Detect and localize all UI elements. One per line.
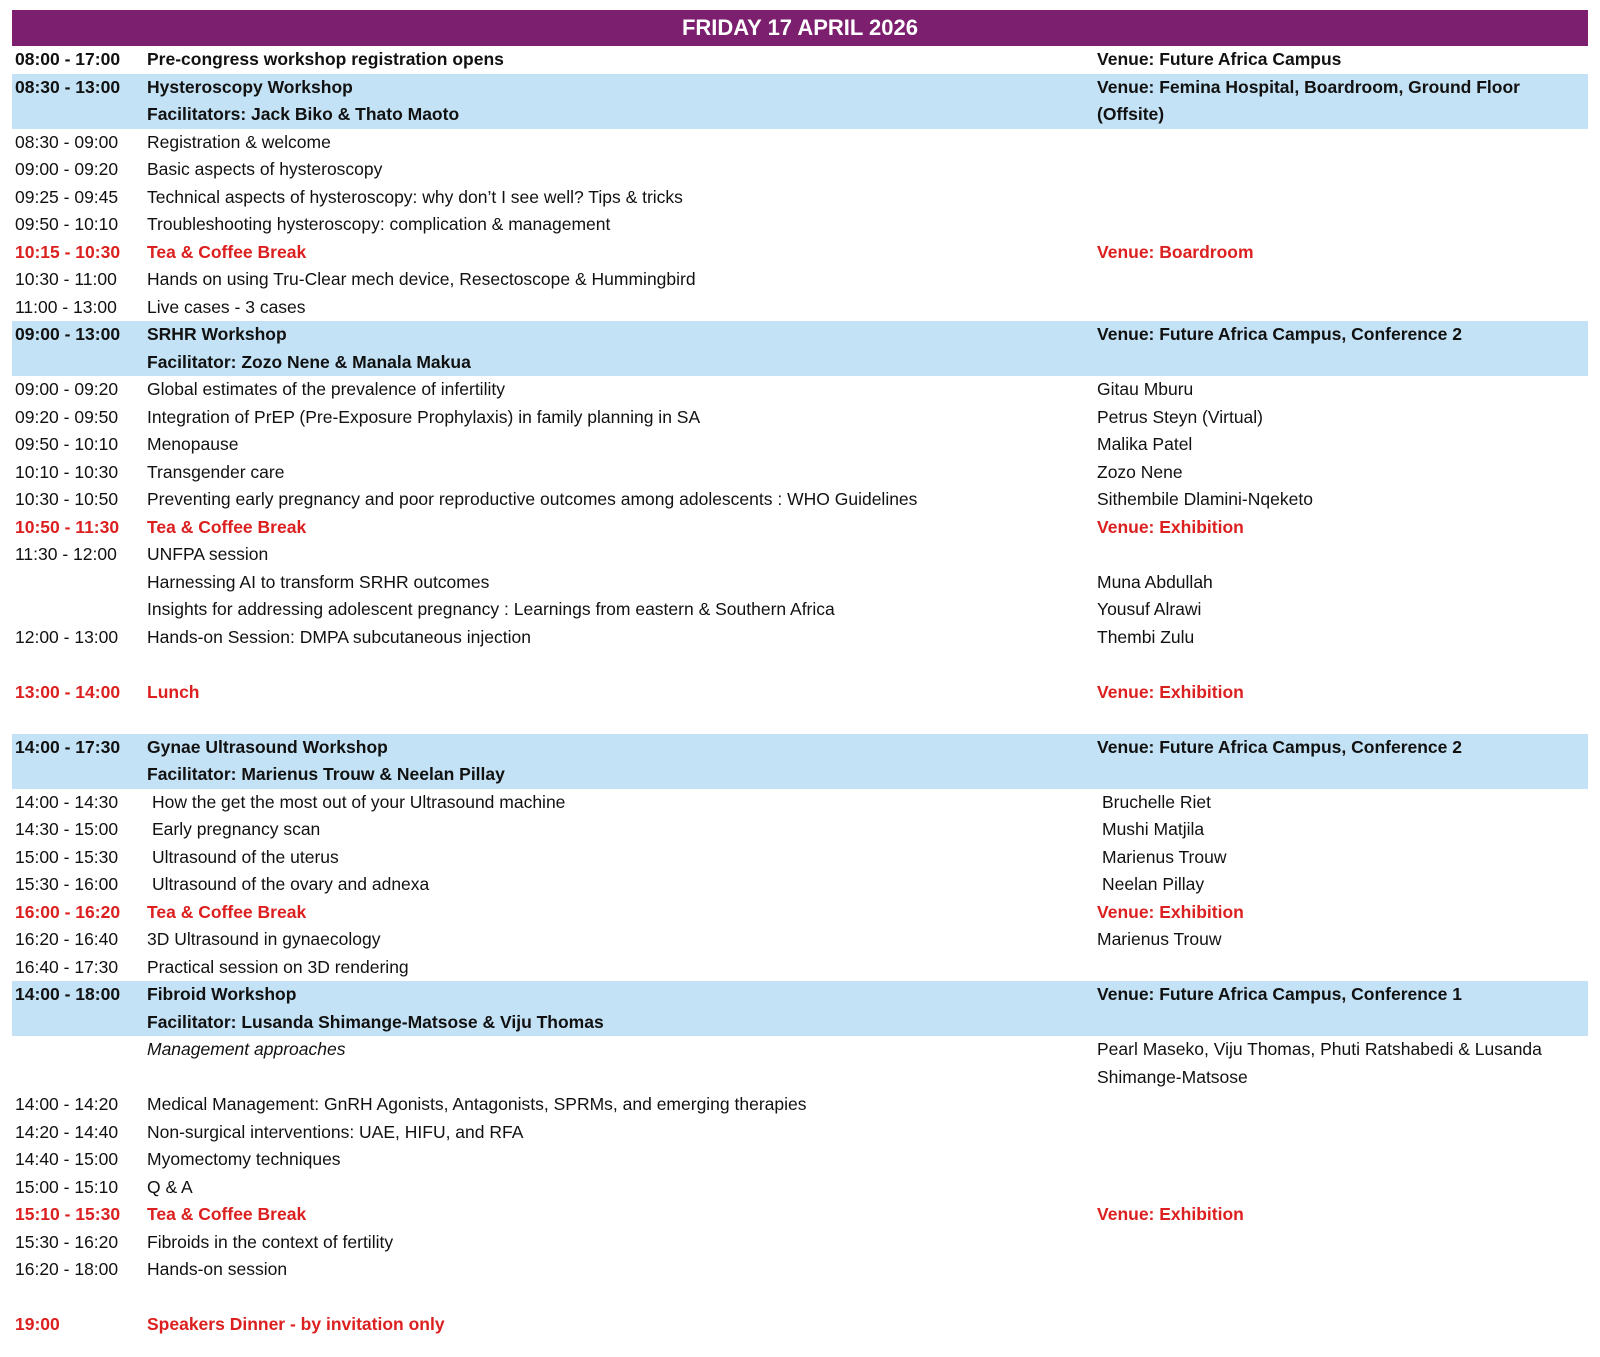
description: Lunch: [147, 681, 200, 702]
description: Q & A: [147, 1176, 193, 1197]
description: Ultrasound of the ovary and adnexa: [152, 874, 430, 894]
description: Registration & welcome: [147, 131, 331, 152]
schedule-row: [12, 871, 1588, 899]
speaker: [1097, 1229, 1588, 1257]
schedule-row: [12, 294, 1588, 322]
description: Preventing early pregnancy and poor reproductive outcomes among adolescents : WHO Guidelines: [147, 489, 918, 509]
workshop-title: Hysteroscopy Workshop: [147, 76, 353, 97]
speaker: [1097, 541, 1588, 569]
description: Early pregnancy scan: [152, 819, 321, 839]
facilitators: Facilitators: Jack Biko & Thato Maoto: [147, 104, 460, 124]
workshop-header-row: [12, 321, 1588, 376]
venue: Venue: Exhibition: [1097, 516, 1244, 537]
speaker: Bruchelle Riet: [1102, 791, 1211, 812]
time: 12:00 - 13:00: [15, 626, 119, 647]
schedule-row: [12, 459, 1588, 487]
spacer: [12, 651, 1588, 679]
time: 15:00 - 15:10: [15, 1176, 119, 1197]
description: Tea & Coffee Break: [147, 516, 307, 537]
speaker: Marienus Trouw: [1097, 929, 1222, 949]
speaker: [1097, 1174, 1588, 1202]
description: Management approaches: [147, 1039, 346, 1059]
description: Hands-on session: [147, 1259, 288, 1279]
schedule-row: [12, 486, 1588, 514]
speaker: Zozo Nene: [1097, 461, 1183, 482]
description: Fibroids in the context of fertility: [147, 1231, 394, 1252]
time: 08:30 - 13:00: [15, 76, 121, 97]
time: 14:00 - 14:30: [15, 791, 119, 812]
time: 09:00 - 09:20: [15, 159, 119, 179]
speaker: Mushi Matjila: [1102, 819, 1205, 839]
time: 16:40 - 17:30: [15, 956, 119, 977]
spacer: [12, 706, 1588, 734]
schedule-row: [12, 954, 1588, 982]
time: 14:00 - 18:00: [15, 984, 121, 1004]
speaker: [1097, 1146, 1588, 1174]
description: [147, 734, 1097, 789]
facilitators: Facilitator: Zozo Nene & Manala Makua: [147, 351, 471, 372]
schedule-row: [12, 596, 1588, 624]
time: [12, 569, 147, 597]
time: 11:30 - 12:00: [15, 544, 117, 564]
workshop-header-row: [12, 981, 1588, 1036]
schedule-row: [12, 184, 1588, 212]
time: 16:20 - 16:40: [15, 929, 119, 949]
description: Medical Management: GnRH Agonists, Antagonists, SPRMs, and emerging therapies: [147, 1094, 807, 1114]
description: 3D Ultrasound in gynaecology: [147, 929, 381, 949]
schedule-row: [12, 844, 1588, 872]
venue: [1097, 184, 1588, 212]
schedule-row: [12, 926, 1588, 954]
speaker: Malika Patel: [1097, 434, 1193, 454]
time: 14:00 - 17:30: [15, 736, 121, 757]
description: Speakers Dinner - by invitation only: [147, 1314, 445, 1334]
speaker: Marienus Trouw: [1102, 846, 1227, 867]
schedule-row: [12, 569, 1588, 597]
description: Integration of PrEP (Pre-Exposure Prophylaxis) in family planning in SA: [147, 406, 701, 427]
time: 10:30 - 11:00: [15, 269, 117, 289]
facilitators: Facilitator: Lusanda Shimange-Matsose & Viju Thomas: [147, 1011, 604, 1032]
time: 09:50 - 10:10: [15, 214, 119, 234]
schedule-row: [12, 1229, 1588, 1257]
time: 09:50 - 10:10: [15, 434, 119, 454]
description: Menopause: [147, 434, 239, 454]
description: [147, 74, 1097, 129]
venue: [1097, 129, 1588, 157]
time: 09:00 - 09:20: [15, 379, 119, 399]
venue: Venue: Exhibition: [1097, 1204, 1244, 1224]
description: UNFPA session: [147, 544, 269, 564]
venue: Venue: Exhibition: [1097, 681, 1244, 702]
time: 10:10 - 10:30: [15, 461, 119, 482]
speaker: [1097, 1256, 1588, 1284]
description: Tea & Coffee Break: [147, 1204, 307, 1224]
schedule-table: [12, 46, 1588, 1339]
time: 15:30 - 16:00: [15, 874, 119, 894]
venue: Venue: Future Africa Campus, Conference 2: [1097, 324, 1462, 344]
lunch-row: [12, 679, 1588, 707]
schedule-row: [12, 156, 1588, 184]
break-row: [12, 1201, 1588, 1229]
schedule-row: [12, 1119, 1588, 1147]
description: Myomectomy techniques: [147, 1149, 341, 1169]
dinner-row: [12, 1311, 1588, 1339]
time: 11:00 - 13:00: [15, 296, 117, 317]
time: 09:20 - 09:50: [15, 406, 119, 427]
time: 15:00 - 15:30: [15, 846, 119, 867]
time: 14:30 - 15:00: [15, 819, 119, 839]
time: 10:30 - 10:50: [15, 489, 119, 509]
description: Basic aspects of hysteroscopy: [147, 159, 383, 179]
time: 14:20 - 14:40: [15, 1121, 119, 1142]
time: 10:15 - 10:30: [15, 241, 121, 262]
venue: [1097, 156, 1588, 184]
description: [147, 321, 1097, 376]
schedule-row: [12, 376, 1588, 404]
description: Tea & Coffee Break: [147, 241, 307, 262]
venue: Venue: Future Africa Campus, Conference 2: [1097, 736, 1462, 757]
description: Non-surgical interventions: UAE, HIFU, and RFA: [147, 1121, 524, 1142]
schedule-row: [12, 1146, 1588, 1174]
break-row: [12, 514, 1588, 542]
time: 13:00 - 14:00: [15, 681, 121, 702]
speaker: Neelan Pillay: [1102, 874, 1205, 894]
description: Harnessing AI to transform SRHR outcomes: [147, 571, 490, 592]
schedule-row: [12, 1174, 1588, 1202]
schedule-row: [12, 266, 1588, 294]
time: 09:25 - 09:45: [15, 186, 119, 207]
schedule-row: [12, 129, 1588, 157]
time: 14:00 - 14:20: [15, 1094, 119, 1114]
venue: Venue: Exhibition: [1097, 901, 1244, 922]
speaker: [1097, 1119, 1588, 1147]
venue: Venue: Femina Hospital, Boardroom, Ground Floor (Offsite): [1097, 76, 1520, 124]
time: 15:30 - 16:20: [15, 1231, 119, 1252]
workshop-title: SRHR Workshop: [147, 324, 287, 344]
time: 10:50 - 11:30: [15, 516, 120, 537]
time: 15:10 - 15:30: [15, 1204, 121, 1224]
schedule-row: [12, 211, 1588, 239]
facilitators: Facilitator: Marienus Trouw & Neelan Pillay: [147, 764, 505, 784]
venue: [1097, 211, 1588, 239]
description: Ultrasound of the uterus: [152, 846, 339, 867]
venue: Venue: Future Africa Campus, Conference 1: [1097, 984, 1462, 1004]
time: 09:00 - 13:00: [15, 324, 121, 344]
description: Practical session on 3D rendering: [147, 956, 409, 977]
spacer: [12, 1284, 1588, 1312]
description: Hands-on Session: DMPA subcutaneous injection: [147, 626, 531, 647]
schedule-row: [12, 1036, 1588, 1091]
speaker: Petrus Steyn (Virtual): [1097, 406, 1263, 427]
page-title: FRIDAY 17 APRIL 2026: [12, 10, 1588, 46]
schedule-row: [12, 789, 1588, 817]
description: Hands on using Tru-Clear mech device, Resectoscope & Hummingbird: [147, 269, 696, 289]
description: Pre-congress workshop registration opens: [147, 49, 504, 69]
description: Transgender care: [147, 461, 285, 482]
speaker: Gitau Mburu: [1097, 379, 1194, 399]
break-row: [12, 239, 1588, 267]
venue: [1097, 266, 1588, 294]
workshop-header-row: [12, 734, 1588, 789]
speaker: Sithembile Dlamini-Nqeketo: [1097, 489, 1313, 509]
description: Troubleshooting hysteroscopy: complication & management: [147, 214, 611, 234]
schedule-row: [12, 541, 1588, 569]
schedule-row: [12, 431, 1588, 459]
schedule-row: [12, 1091, 1588, 1119]
description: Insights for addressing adolescent pregnancy : Learnings from eastern & Southern Africa: [147, 599, 835, 619]
speaker: Muna Abdullah: [1097, 571, 1213, 592]
time: 08:00 - 17:00: [15, 49, 121, 69]
description: How the get the most out of your Ultrasound machine: [152, 791, 566, 812]
workshop-title: Gynae Ultrasound Workshop: [147, 736, 388, 757]
break-row: [12, 899, 1588, 927]
time: 08:30 - 09:00: [15, 131, 119, 152]
speaker: [1097, 1091, 1588, 1119]
time: 16:00 - 16:20: [15, 901, 121, 922]
schedule-row: [12, 1256, 1588, 1284]
time: 19:00: [15, 1314, 60, 1334]
time: 16:20 - 18:00: [15, 1259, 119, 1279]
description: [147, 981, 1097, 1036]
venue: [1097, 294, 1588, 322]
time: [12, 596, 147, 624]
schedule-row: [12, 816, 1588, 844]
workshop-title: Fibroid Workshop: [147, 984, 297, 1004]
schedule-row: [12, 624, 1588, 652]
venue: Venue: Boardroom: [1097, 241, 1254, 262]
description: Global estimates of the prevalence of infertility: [147, 379, 505, 399]
venue: Venue: Future Africa Campus: [1097, 49, 1342, 69]
schedule-row: [12, 404, 1588, 432]
workshop-header-row: [12, 74, 1588, 129]
description: Tea & Coffee Break: [147, 901, 307, 922]
schedule-row: [12, 46, 1588, 74]
description: Live cases - 3 cases: [147, 296, 306, 317]
speaker: Yousuf Alrawi: [1097, 599, 1202, 619]
description: Technical aspects of hysteroscopy: why don’t I see well? Tips & tricks: [147, 186, 683, 207]
speaker: [1097, 954, 1588, 982]
venue: [1097, 1311, 1588, 1339]
time: 14:40 - 15:00: [15, 1149, 119, 1169]
speaker: Pearl Maseko, Viju Thomas, Phuti Ratshabedi & Lusanda Shimange-Matsose: [1097, 1039, 1542, 1087]
speaker: Thembi Zulu: [1097, 626, 1195, 647]
time: [12, 1036, 147, 1091]
